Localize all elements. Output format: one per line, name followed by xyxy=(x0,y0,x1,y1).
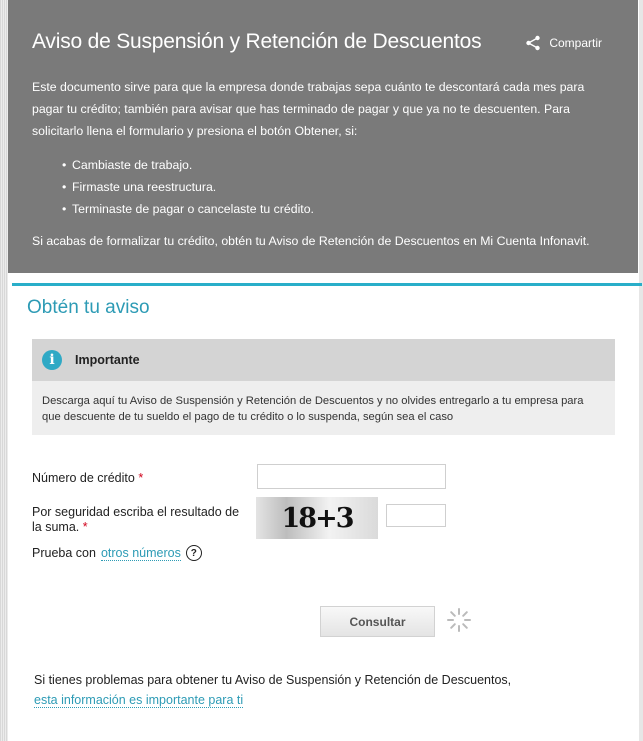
other-numbers-link[interactable]: otros números xyxy=(100,545,181,560)
section-divider xyxy=(12,283,642,286)
security-label xyxy=(32,505,239,535)
security-label-line2: la suma. xyxy=(32,520,80,534)
header-note: Si acabas de formalizar tu crédito, obtén tu Aviso de Retención de Descuentos en Mi Cuenta Infonavit. xyxy=(32,234,590,248)
try-prefix: Prueba con xyxy=(32,546,96,560)
page-title: Aviso de Suspensión y Retención de Descuentos xyxy=(32,30,482,53)
info-icon: i xyxy=(42,350,62,370)
important-message: Descarga aquí tu Aviso de Suspensión y Retención de Descuentos y no olvides entregarlo a tu empresa para que descuente de tu sueldo el pago de tu crédito o lo suspenda, según sea el caso xyxy=(32,381,615,435)
conditions-list xyxy=(32,154,618,220)
captcha-answer-input[interactable] xyxy=(386,504,446,527)
important-label: Importante xyxy=(75,353,140,367)
security-label-line1: Por seguridad escriba el resultado de xyxy=(32,505,240,519)
captcha-text: 18+3 xyxy=(281,502,353,534)
share-label: Compartir xyxy=(549,36,602,50)
list-item: • Firmaste una reestructura. xyxy=(72,176,618,198)
header-description: Este documento sirve para que la empresa donde trabajas sepa cuánto te descontará cada mes para pagar tu crédito; también para avisar que has terminado de pagar y que ya no te descuenten. Para solicitarlo llena el formulario y presiona el botón Obtener, si: xyxy=(32,80,585,138)
credit-label-text: Número de crédito xyxy=(32,471,135,485)
left-border-stripe xyxy=(0,0,8,741)
section-title: Obtén tu aviso xyxy=(27,297,150,318)
credit-number-input[interactable] xyxy=(257,464,446,489)
footer-help xyxy=(34,670,511,710)
credit-number-label xyxy=(32,471,143,486)
right-border-stripe xyxy=(639,0,643,741)
help-icon[interactable]: ? xyxy=(186,545,202,561)
captcha-refresh-row xyxy=(32,545,202,561)
important-info-link[interactable]: esta información es importante para ti xyxy=(34,693,244,707)
footer-text: Si tienes problemas para obtener tu Aviso de Suspensión y Retención de Descuentos, xyxy=(34,673,512,687)
share-icon xyxy=(525,35,541,51)
share-button[interactable] xyxy=(525,35,602,51)
consult-button[interactable]: Consultar xyxy=(320,606,435,637)
captcha-image xyxy=(256,497,378,539)
required-mark: * xyxy=(138,471,144,485)
list-item: • Cambiaste de trabajo. xyxy=(72,154,618,176)
header-panel xyxy=(8,0,638,273)
required-mark: * xyxy=(82,520,88,534)
loading-spinner-icon xyxy=(446,607,472,633)
list-item: • Terminaste de pagar o cancelaste tu crédito. xyxy=(72,198,618,220)
important-header xyxy=(32,339,615,381)
